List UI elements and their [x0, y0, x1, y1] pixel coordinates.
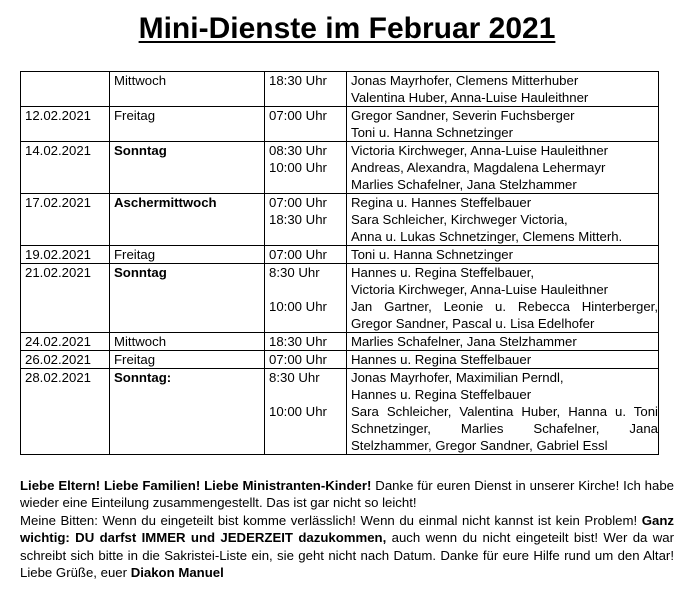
table-row: [21, 72, 659, 107]
servers-cell: [347, 142, 659, 194]
schedule-table: [20, 71, 659, 455]
time-cell: [265, 369, 347, 455]
mass-time: 08:30 Uhr: [269, 143, 327, 158]
servers-cell: [347, 72, 659, 107]
mass-time: 8:30 Uhr: [269, 265, 320, 280]
day-cell: Sonntag: [110, 142, 265, 194]
time-cell: [265, 142, 347, 194]
mass-time: 07:00 Uhr: [269, 352, 327, 367]
footer-requests: Meine Bitten: Wenn du eingeteilt bist komme verlässlich! Wenn du einmal nicht kannst ist kein Problem!: [20, 512, 642, 528]
time-cell: [265, 107, 347, 142]
server-names: Hannes u. Regina Steffelbauer: [351, 352, 532, 367]
time-cell: [265, 264, 347, 333]
mass-time: 18:30 Uhr: [269, 212, 327, 227]
footer-thanks: Danke für euren Dienst in unserer Kirche! Ich habe wieder eine Einteilung zusammengestellt. Das ist gar nicht so leicht!: [20, 478, 675, 511]
time-cell: [265, 333, 347, 351]
server-names: Gregor Sandner, Severin Fuchsberger: [351, 108, 575, 123]
servers-cell: [347, 333, 659, 351]
server-names: Gregor Sandner, Pascal u. Lisa Edelhofer: [351, 316, 595, 331]
table-row: [21, 194, 659, 246]
mass-time: 07:00 Uhr: [269, 195, 327, 210]
server-names: Toni u. Hanna Schnetzinger: [351, 125, 514, 140]
server-names: Valentina Huber, Anna-Luise Hauleithner: [351, 90, 589, 105]
time-cell: [265, 72, 347, 107]
server-names: Toni u. Hanna Schnetzinger: [351, 247, 514, 262]
mass-time: 07:00 Uhr: [269, 247, 327, 262]
mass-time: 07:00 Uhr: [269, 108, 327, 123]
day-cell: Sonntag: [110, 264, 265, 333]
date-cell: 26.02.2021: [21, 351, 110, 369]
footer-paragraph-1: [20, 477, 674, 512]
server-names: Hannes u. Regina Steffelbauer: [351, 387, 532, 402]
server-names: Marlies Schafelner, Jana Stelzhammer: [351, 177, 577, 192]
footer-important: Ganz wichtig: DU darfst IMMER und JEDERZEIT dazukommen,: [20, 512, 674, 546]
server-names: Andreas, Alexandra, Magdalena Lehermayr: [351, 160, 606, 175]
date-cell: 28.02.2021: [21, 369, 110, 455]
server-names: Jonas Mayrhofer, Clemens Mitterhuber: [351, 73, 579, 88]
time-cell: [265, 351, 347, 369]
date-cell: [21, 72, 110, 107]
servers-cell: [347, 369, 659, 455]
page-title: Mini-Dienste im Februar 2021: [138, 12, 556, 45]
date-cell: 14.02.2021: [21, 142, 110, 194]
day-cell: Freitag: [110, 107, 265, 142]
schedule-body: [21, 72, 659, 455]
table-row: [21, 246, 659, 264]
servers-cell: [347, 351, 659, 369]
server-names: Regina u. Hannes Steffelbauer: [351, 195, 532, 210]
date-cell: 12.02.2021: [21, 107, 110, 142]
date-cell: 24.02.2021: [21, 333, 110, 351]
server-names: Sara Schleicher, Kirchweger Victoria,: [351, 212, 568, 227]
day-cell: Mittwoch: [110, 333, 265, 351]
mass-time: 10:00 Uhr: [269, 160, 327, 175]
server-names: Jonas Mayrhofer, Maximilian Perndl,: [351, 370, 564, 385]
mass-time: 18:30 Uhr: [269, 73, 327, 88]
footer-message: [20, 477, 674, 581]
servers-cell: [347, 264, 659, 333]
day-cell: Freitag: [110, 246, 265, 264]
server-names: Hannes u. Regina Steffelbauer,: [351, 265, 535, 280]
mass-time: 8:30 Uhr: [269, 370, 320, 385]
day-cell: Aschermittwoch: [110, 194, 265, 246]
server-names: Anna u. Lukas Schnetzinger, Clemens Mitterh.: [351, 229, 623, 244]
server-names: Victoria Kirchweger, Anna-Luise Hauleithner: [351, 143, 609, 158]
day-cell: Freitag: [110, 351, 265, 369]
mass-time: 10:00 Uhr: [269, 404, 327, 419]
time-cell: [265, 246, 347, 264]
server-names: Marlies Schafelner, Jana Stelzhammer: [351, 334, 577, 349]
date-cell: 21.02.2021: [21, 264, 110, 333]
time-cell: [265, 194, 347, 246]
server-names: Sara Schleicher, Valentina Huber, Hanna u. Toni Schnetzinger, Marlies Schafelner, Jana Stelzhammer, Gregor Sandner, Gabriel Essl: [351, 404, 658, 453]
mass-time: [269, 281, 346, 298]
date-cell: 19.02.2021: [21, 246, 110, 264]
servers-cell: [347, 246, 659, 264]
table-row: [21, 107, 659, 142]
server-names: Victoria Kirchweger, Anna-Luise Hauleithner: [351, 282, 609, 297]
servers-cell: [347, 194, 659, 246]
server-names: Jan Gartner, Leonie u. Rebecca Hinterberger,: [351, 299, 658, 314]
footer-greeting: Liebe Eltern! Liebe Familien! Liebe Ministranten-Kinder!: [20, 478, 372, 493]
table-row: [21, 369, 659, 455]
table-row: [21, 264, 659, 333]
date-cell: 17.02.2021: [21, 194, 110, 246]
mass-time: 18:30 Uhr: [269, 334, 327, 349]
footer-signature: Diakon Manuel: [130, 565, 224, 581]
mass-time: 10:00 Uhr: [269, 299, 327, 314]
table-row: [21, 333, 659, 351]
footer-paragraph-2: [20, 512, 674, 582]
table-row: [21, 142, 659, 194]
day-cell: Mittwoch: [110, 72, 265, 107]
mass-time: [269, 386, 346, 403]
servers-cell: [347, 107, 659, 142]
table-row: [21, 351, 659, 369]
footer-after-important: auch wenn du nicht eingeteilt bist! Wer da war schreibt sich bitte in die Sakristei-Liste ein, sie geht nicht nach Datum. Danke für eure Hilfe rund um den Altar! Liebe Grüße, euer: [20, 530, 674, 581]
day-cell: Sonntag:: [110, 369, 265, 455]
